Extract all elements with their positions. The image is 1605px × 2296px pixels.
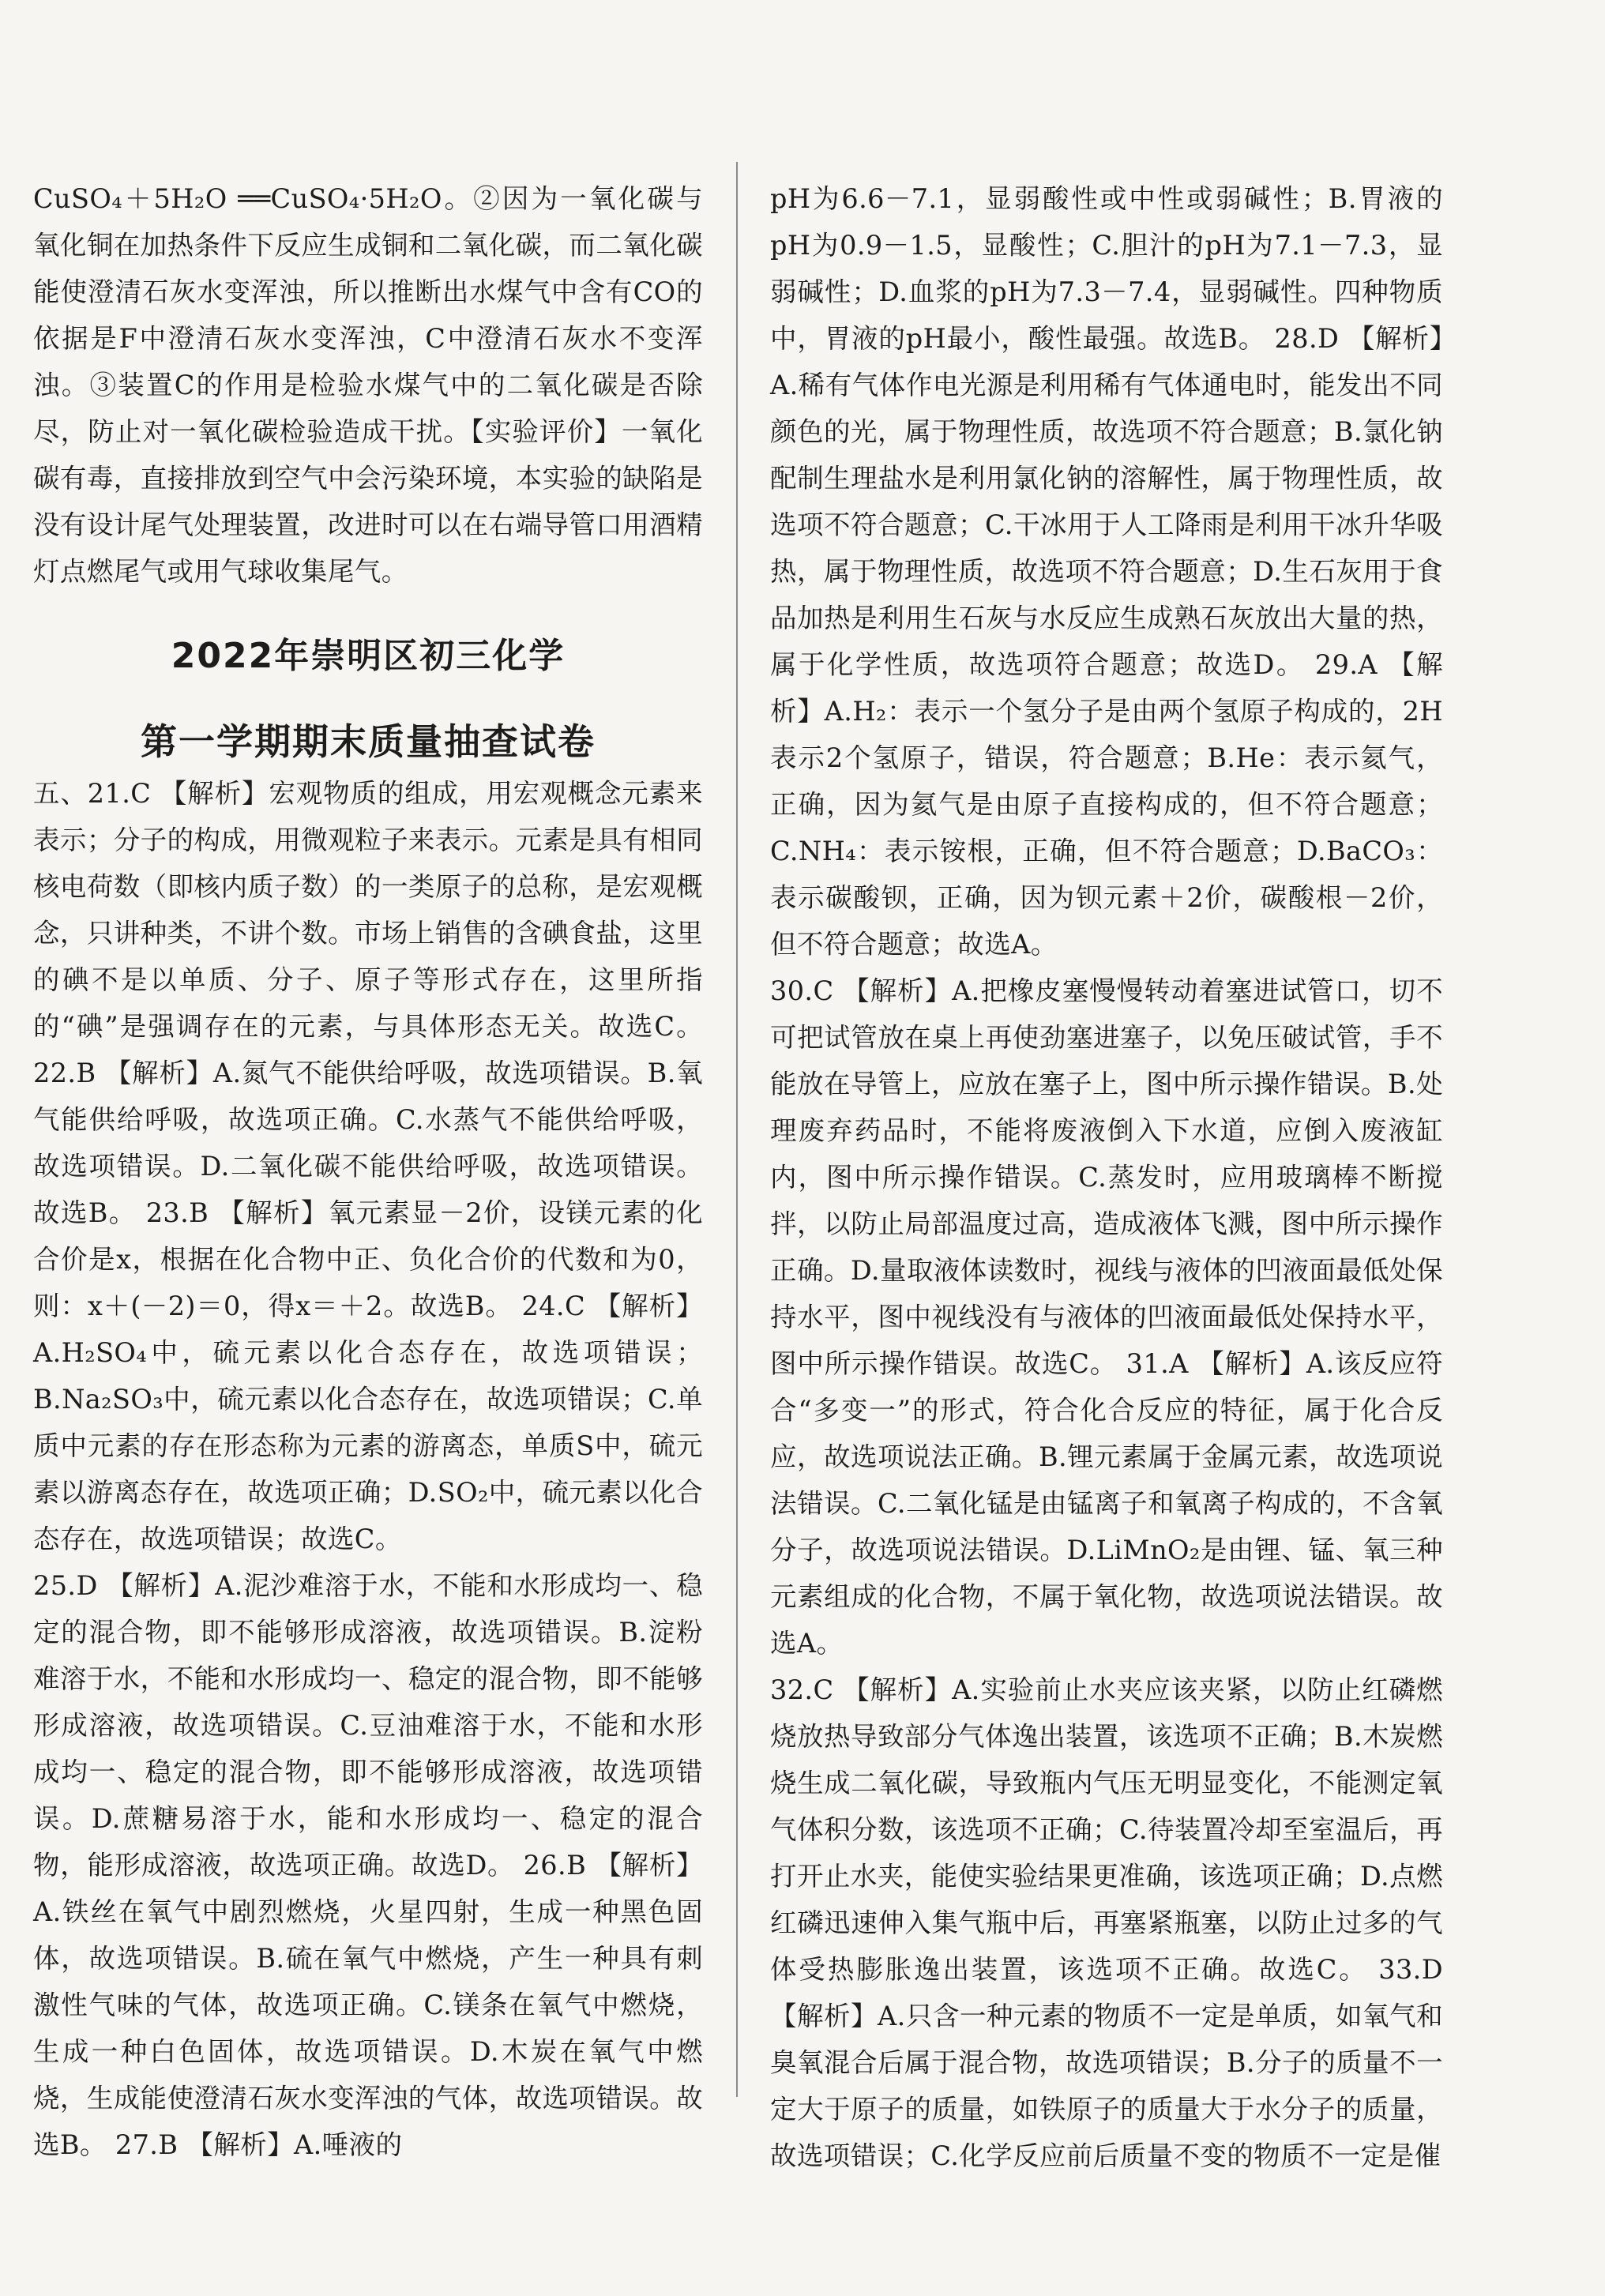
exam-title-line-1: 2022年崇明区初三化学 xyxy=(171,636,566,676)
left-column xyxy=(33,175,703,2168)
column-divider xyxy=(736,162,738,2097)
left-paragraph-3: 25.D 【解析】A.泥沙难溶于水，不能和水形成均一、稳定的混合物，即不能够形成溶液，故选项错误。B.淀粉难溶于水，不能和水形成均一、稳定的混合物，即不能够形成溶液，故选项错误。C.豆油难溶于水，不能和水形成均一、稳定的混合物，即不能够形成溶液，故选项错误。D.蔗糖易溶于水，能和水形成均一、稳定的混合物，能形成溶液，故选项正确。故选D。 26.B 【解析】A.铁丝在氧气中剧烈燃烧，火星四射，生成一种黑色固体，故选项错误。B.硫在氧气中燃烧，产生一种具有刺激性气味的气体，故选项正确。C.镁条在氧气中燃烧，生成一种白色固体，故选项错误。D.木炭在氧气中燃烧，生成能使澄清石灰水变浑浊的气体，故选项错误。故选B。 27.B 【解析】A.唾液的 xyxy=(33,1570,703,2160)
right-paragraph-2: 30.C 【解析】A.把橡皮塞慢慢转动着塞进试管口，切不可把试管放在桌上再使劲塞进塞子，以免压破试管，手不能放在导管上，应放在塞子上，图中所示操作错误。B.处理废弃药品时，不能将废液倒入下水道，应倒入废液缸内，图中所示操作错误。C.蒸发时，应用玻璃棒不断搅拌，以防止局部温度过高，造成液体飞溅，图中所示操作正确。D.量取液体读数时，视线与液体的凹液面最低处保持水平，图中视线没有与液体的凹液面最低处保持水平，图中所示操作错误。故选C。 31.A 【解析】A.该反应符合“多变一”的形式，符合化合反应的特征，属于化合反应，故选项说法正确。B.锂元素属于金属元素，故选项说法错误。C.二氧化锰是由锰离子和氧离子构成的，不含氧分子，故选项说法错误。D.LiMnO₂是由锂、锰、氧三种元素组成的化合物，不属于氧化物，故选项说法错误。故选A。 xyxy=(770,975,1443,1659)
exam-title-line-2: 第一学期期末质量抽查试卷 xyxy=(141,720,596,763)
right-paragraph-3: 32.C 【解析】A.实验前止水夹应该夹紧，以防止红磷燃烧放热导致部分气体逸出装置，该选项不正确；B.木炭燃烧生成二氧化碳，导致瓶内气压无明显变化，不能测定氧气体积分数，该选项不正确；C.待装置冷却至室温后，再打开止水夹，能使实验结果更准确，该选项正确；D.点燃红磷迅速伸入集气瓶中后，再塞紧瓶塞，以防止过多的气体受热膨胀逸出装置，该选项不正确。故选C。 33.D 【解析】A.只含一种元素的物质不一定是单质，如氧气和臭氧混合后属于混合物，故选项错误；B.分子的质量不一定大于原子的质量，如铁原子的质量大于水分子的质量，故选项错误；C.化学反应前后质量不变的物质不一定是催 xyxy=(770,1674,1443,2171)
right-column xyxy=(770,175,1443,2179)
left-paragraph-1: CuSO₄＋5H₂O ══CuSO₄·5H₂O。②因为一氧化碳与氧化铜在加热条件下反应生成铜和二氧化碳，而二氧化碳能使澄清石灰水变浑浊，所以推断出水煤气中含有CO的依据是F中澄清石灰水变浑浊，C中澄清石灰水不变浑浊。③装置C的作用是检验水煤气中的二氧化碳是否除尽，防止对一氧化碳检验造成干扰。【实验评价】一氧化碳有毒，直接排放到空气中会污染环境，本实验的缺陷是没有设计尾气处理装置，改进时可以在右端导管口用酒精灯点燃尾气或用气球收集尾气。 xyxy=(33,183,703,587)
left-paragraph-2: 五、21.C 【解析】宏观物质的组成，用宏观概念元素来表示；分子的构成，用微观粒子来表示。元素是具有相同核电荷数（即核内质子数）的一类原子的总称，是宏观概念，只讲种类，不讲个数。市场上销售的含碘食盐，这里的碘不是以单质、分子、原子等形式存在，这里所指的“碘”是强调存在的元素，与具体形态无关。故选C。 22.B 【解析】A.氮气不能供给呼吸，故选项错误。B.氧气能供给呼吸，故选项正确。C.水蒸气不能供给呼吸，故选项错误。D.二氧化碳不能供给呼吸，故选项错误。故选B。 23.B 【解析】氧元素显－2价，设镁元素的化合价是x，根据在化合物中正、负化合价的代数和为0，则：x＋(－2)＝0，得x＝＋2。故选B。 24.C 【解析】A.H₂SO₄中，硫元素以化合态存在，故选项错误；B.Na₂SO₃中，硫元素以化合态存在，故选项错误；C.单质中元素的存在形态称为元素的游离态，单质S中，硫元素以游离态存在，故选项正确；D.SO₂中，硫元素以化合态存在，故选项错误；故选C。 xyxy=(33,778,703,1554)
right-paragraph-1: pH为6.6－7.1，显弱酸性或中性或弱碱性；B.胃液的pH为0.9－1.5，显酸性；C.胆汁的pH为7.1－7.3，显弱碱性；D.血浆的pH为7.3－7.4，显弱碱性。四种物质中，胃液的pH最小，酸性最强。故选B。 28.D 【解析】A.稀有气体作电光源是利用稀有气体通电时，能发出不同颜色的光，属于物理性质，故选项不符合题意；B.氯化钠配制生理盐水是利用氯化钠的溶解性，属于物理性质，故选项不符合题意；C.干冰用于人工降雨是利用干冰升华吸热，属于物理性质，故选项不符合题意；D.生石灰用于食品加热是利用生石灰与水反应生成熟石灰放出大量的热，属于化学性质，故选项符合题意；故选D。 29.A 【解析】A.H₂：表示一个氢分子是由两个氢原子构成的，2H表示2个氢原子，错误，符合题意；B.He：表示氦气，正确，因为氦气是由原子直接构成的，但不符合题意；C.NH₄：表示铵根，正确，但不符合题意；D.BaCO₃：表示碳酸钡，正确，因为钡元素＋2价，碳酸根－2价，但不符合题意；故选A。 xyxy=(770,183,1443,960)
